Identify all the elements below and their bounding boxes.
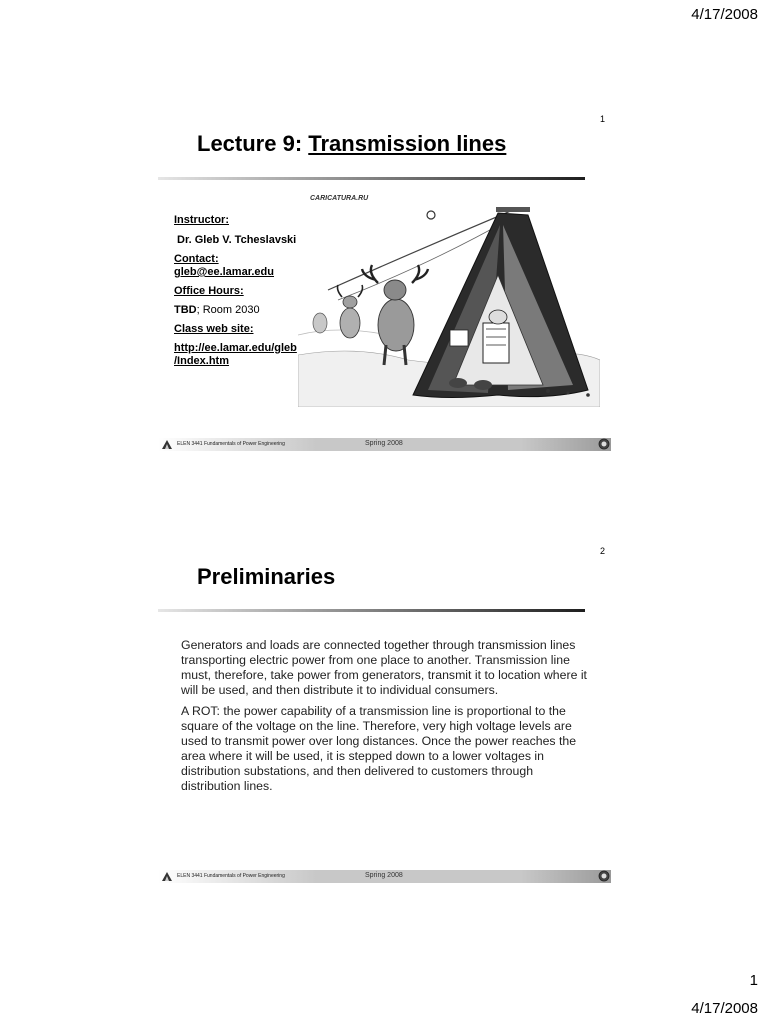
instructor-label: Instructor: — [174, 214, 229, 226]
footer-term: Spring 2008 — [365, 440, 403, 447]
office-hours-value — [174, 304, 309, 316]
website-url-2[interactable]: /Index.htm — [174, 355, 230, 367]
paragraph-2: A ROT: the power capability of a transmission line is proportional to the square of the voltage on the line. Therefore, very high voltage levels are used to transmit power over long distances. Once the power reaches the area where it will be used, it is stepped down to a lower voltages in distribution substations, and then delivered to customers through distribution lines. — [181, 704, 577, 793]
header-date: 4/17/2008 — [691, 6, 758, 23]
seal-icon — [598, 870, 610, 882]
page-number: 1 — [749, 972, 758, 989]
university-logo-icon — [161, 439, 173, 450]
instructor-info — [174, 214, 309, 367]
title-rule — [158, 177, 585, 180]
office-hours-tbd: TBD — [174, 304, 197, 316]
university-logo-icon — [161, 871, 173, 882]
moose-tent-drawing — [298, 195, 600, 407]
title-rule — [158, 609, 585, 612]
slide-number: 1 — [600, 114, 606, 124]
instructor-name: Dr. Gleb V. Tcheslavski — [177, 234, 297, 246]
slide-footer — [158, 438, 611, 451]
footer-course: ELEN 3441 Fundamentals of Power Engineering — [177, 873, 285, 879]
slide-footer — [158, 870, 611, 883]
cartoon-caption: CARICATURA.RU — [310, 195, 369, 202]
cartoon-illustration — [298, 195, 600, 407]
footer-date: 4/17/2008 — [691, 1000, 758, 1017]
slide-title — [197, 131, 506, 157]
title-topic: Transmission lines — [308, 131, 507, 156]
office-hours-room: ; Room 2030 — [196, 304, 260, 316]
website-url-1[interactable]: http://ee.lamar.edu/gleb — [174, 342, 297, 354]
slide-number: 2 — [600, 546, 606, 556]
contact-email[interactable]: gleb@ee.lamar.edu — [174, 266, 274, 278]
footer-course: ELEN 3441 Fundamentals of Power Engineering — [177, 441, 285, 447]
website-label: Class web site: — [174, 323, 254, 335]
footer-term: Spring 2008 — [365, 872, 403, 879]
slide-body — [181, 638, 589, 794]
office-hours-label: Office Hours: — [174, 285, 244, 297]
slide-title: Preliminaries — [197, 564, 336, 589]
title-prefix: Lecture 9: — [197, 131, 309, 156]
contact-label: Contact: — [174, 253, 219, 265]
paragraph-1: Generators and loads are connected together through transmission lines transporting electric power from one place to another. Transmission line must, therefore, take power from generators, transmit it to location where it will be used, and then distribute it to individual consumers. — [181, 638, 587, 697]
seal-icon — [598, 438, 610, 450]
